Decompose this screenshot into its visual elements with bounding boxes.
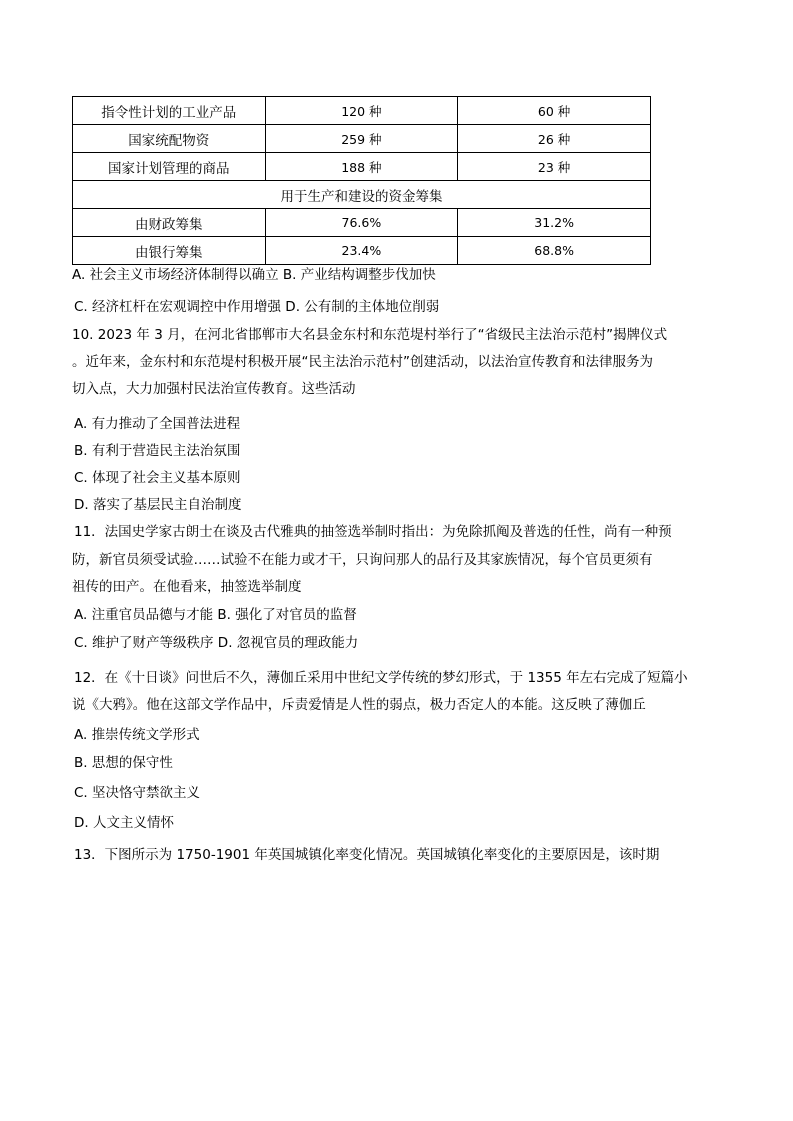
cell-value: 188 种 bbox=[265, 153, 458, 181]
cell-value: 23 种 bbox=[458, 153, 651, 181]
cell-value: 68.8% bbox=[458, 237, 651, 265]
cell-value: 60 种 bbox=[458, 97, 651, 125]
q11-stem-line2: 防，新官员须受试验……试验不在能力或才干，只询问那人的品行及其家族情况，每个官员更须有 bbox=[72, 552, 653, 568]
section-header: 用于生产和建设的资金筹集 bbox=[73, 181, 651, 209]
q9-options-line2: C. 经济杠杆在宏观调控中作用增强 D. 公有制的主体地位削弱 bbox=[74, 299, 440, 315]
q10-option-d: D. 落实了基层民主自治制度 bbox=[74, 497, 242, 513]
q10-stem-line3: 切入点，大力加强村民法治宣传教育。这些活动 bbox=[72, 381, 356, 397]
table-row bbox=[73, 125, 651, 153]
table-section-row bbox=[73, 181, 651, 209]
q12-option-d: D. 人文主义情怀 bbox=[74, 815, 174, 831]
cell-value: 259 种 bbox=[265, 125, 458, 153]
q13-stem-line1: 13．下图所示为 1750-1901 年英国城镇化率变化情况。英国城镇化率变化的主要原因是，该时期 bbox=[74, 847, 660, 863]
row-label: 国家统配物资 bbox=[73, 125, 266, 153]
q12-stem-line2: 说《大鸦》。他在这部文学作品中，斥责爱情是人性的弱点，极力否定人的本能。这反映了薄伽丘 bbox=[72, 697, 646, 713]
q12-option-b: B. 思想的保守性 bbox=[74, 755, 173, 771]
row-label: 指令性计划的工业产品 bbox=[73, 97, 266, 125]
q10-option-b: B. 有利于营造民主法治氛围 bbox=[74, 443, 241, 459]
q11-options-line2: C. 维护了财产等级秩序 D. 忽视官员的理政能力 bbox=[74, 635, 359, 651]
row-label: 国家计划管理的商品 bbox=[73, 153, 266, 181]
q11-options-line1: A. 注重官员品德与才能 B. 强化了对官员的监督 bbox=[74, 607, 357, 623]
table-row bbox=[73, 153, 651, 181]
cell-value: 120 种 bbox=[265, 97, 458, 125]
q11-stem-line1: 11．法国史学家古朗士在谈及古代雅典的抽签选举制时指出：为免除抓阄及普选的任性，尚有一种预 bbox=[74, 524, 672, 540]
table-row bbox=[73, 237, 651, 265]
q11-stem-line3: 祖传的田产。在他看来，抽签选举制度 bbox=[72, 579, 302, 595]
q10-option-a: A. 有力推动了全国普法进程 bbox=[74, 416, 241, 432]
cell-value: 31.2% bbox=[458, 209, 651, 237]
row-label: 由银行筹集 bbox=[73, 237, 266, 265]
q12-option-c: C. 坚决恪守禁欲主义 bbox=[74, 785, 201, 801]
q12-option-a: A. 推崇传统文学形式 bbox=[74, 727, 200, 743]
cell-value: 76.6% bbox=[265, 209, 458, 237]
q12-stem-line1: 12．在《十日谈》问世后不久，薄伽丘采用中世纪文学传统的梦幻形式，于 1355 年左右完成了短篇小 bbox=[74, 670, 688, 686]
q10-stem-line1: 10. 2023 年 3 月，在河北省邯郸市大名县金东村和东范堤村举行了“省级民主法治示范村”揭牌仪式 bbox=[72, 327, 668, 343]
q9-options-line1: A. 社会主义市场经济体制得以确立 B. 产业结构调整步伐加快 bbox=[72, 267, 436, 283]
table-row bbox=[73, 209, 651, 237]
cell-value: 23.4% bbox=[265, 237, 458, 265]
table-row bbox=[73, 97, 651, 125]
comparison-table bbox=[72, 96, 651, 265]
q10-option-c: C. 体现了社会主义基本原则 bbox=[74, 470, 241, 486]
cell-value: 26 种 bbox=[458, 125, 651, 153]
row-label: 由财政筹集 bbox=[73, 209, 266, 237]
q10-stem-line2: 。近年来，金东村和东范堤村积极开展“民主法治示范村”创建活动，以法治宣传教育和法律服务为 bbox=[72, 354, 653, 370]
